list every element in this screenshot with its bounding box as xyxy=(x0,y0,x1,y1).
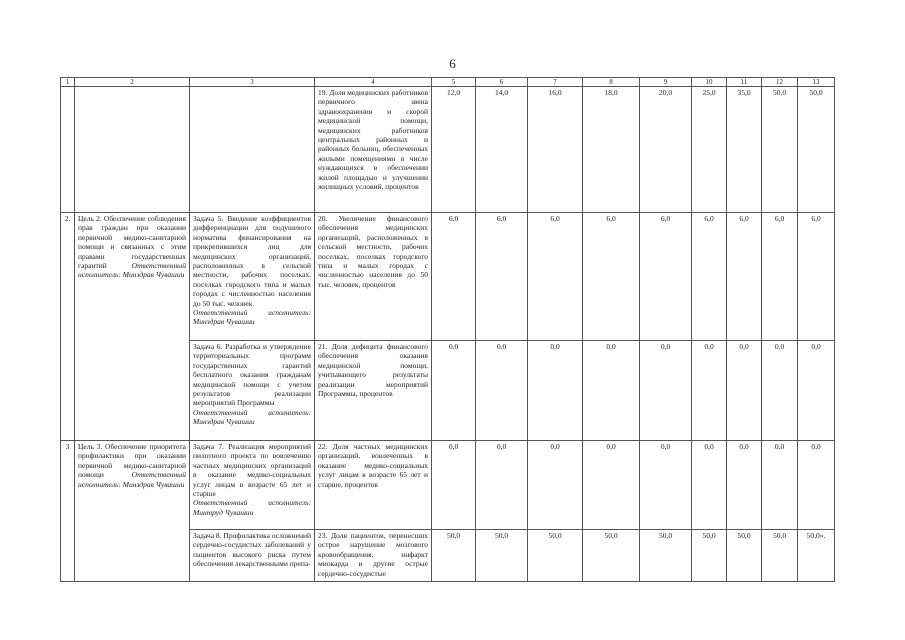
column-number: 12 xyxy=(762,78,798,87)
value-cell: 50,0». xyxy=(798,530,835,582)
task-text: Задача 6. Разработка и утверждение территориальных программ государственных гарантий бесплатного оказания гражданам медицинской помощи с учетом результатов реализации мероприятий Программы xyxy=(193,342,311,408)
value-cell: 0,0 xyxy=(640,441,692,530)
column-number: 7 xyxy=(528,78,583,87)
task-cell xyxy=(190,213,315,341)
value-cell: 6,0 xyxy=(640,213,692,341)
value-cell: 0,0 xyxy=(583,341,640,441)
value-cell: 6,0 xyxy=(727,213,762,341)
column-number: 2 xyxy=(75,78,190,87)
value-cell: 0,0 xyxy=(762,441,798,530)
task-text: Задача 5. Введение коэффициентов дифференциации для подушевого норматива финансирования на прикрепившихся лиц для медицинских организаций, расположенных в сельской местности, рабочих поселках, поселках городского типа и малых городах с численностью населения до 50 тыс. человек xyxy=(193,214,311,308)
row-number: 3 xyxy=(61,441,75,582)
goal-responsible: Ответственный исполнитель: Минздрав Чувашии xyxy=(78,470,186,489)
value-cell: 16,0 xyxy=(528,87,583,213)
row-number: 2. xyxy=(61,213,75,441)
table-row xyxy=(61,213,835,341)
value-cell: 50,0 xyxy=(528,530,583,582)
task-responsible: Ответственный исполнитель: Минтруд Чувашии xyxy=(193,498,311,517)
column-number: 10 xyxy=(692,78,727,87)
value-cell: 6,0 xyxy=(692,213,727,341)
goal-cell xyxy=(75,87,190,213)
column-number: 9 xyxy=(640,78,692,87)
value-cell: 6,0 xyxy=(583,213,640,341)
column-number: 1 xyxy=(61,78,75,87)
value-cell: 0,0 xyxy=(528,441,583,530)
table-row xyxy=(61,87,835,213)
task-responsible: Ответственный исполнитель: Минздрав Чувашии xyxy=(193,308,311,327)
column-number-row xyxy=(61,78,835,87)
value-cell: 6,0 xyxy=(432,213,476,341)
value-cell: 0,0 xyxy=(640,341,692,441)
value-cell: 6,0 xyxy=(762,213,798,341)
goal-cell xyxy=(75,441,190,582)
goal-text: Цель 3. Обеспечение приоритета профилактики при оказании первичной медико-санитарной помощи xyxy=(78,442,186,480)
task-text: Задача 8. Профилактика осложнений сердечно-сосудистых заболеваний у пациентов высокого риска путем обеспечения лекарственными препа- xyxy=(193,531,311,569)
task-cell xyxy=(190,341,315,441)
column-number: 3 xyxy=(190,78,315,87)
value-cell: 50,0 xyxy=(583,530,640,582)
value-cell: 50,0 xyxy=(798,87,835,213)
column-number: 11 xyxy=(727,78,762,87)
value-cell: 0,0 xyxy=(432,341,476,441)
value-cell: 50,0 xyxy=(692,530,727,582)
value-cell: 50,0 xyxy=(762,530,798,582)
value-cell: 6,0 xyxy=(528,213,583,341)
value-cell: 25,0 xyxy=(692,87,727,213)
value-cell: 0,0 xyxy=(583,441,640,530)
indicator-cell: 22. Доля частных медицинских организаций, вовлеченных в оказание медико-социальных услуг лицам в возрасте 65 лет и старше, процентов xyxy=(315,441,432,530)
column-number: 8 xyxy=(583,78,640,87)
goal-text: Цель 2. Обеспечение соблюдения прав граждан при оказании первичной медико-санитарной помощи и связанных с этим правами государственных гарантий xyxy=(78,214,186,271)
indicator-cell: 19. Доля медицинских работников первичного звена здравоохранения и скорой медицинской помощи, медицинских работников центральных районных и районных больниц, обеспеченных жилыми помещениями в числе нуждающихся в обеспечении жилой площадью и улучшении жилищных условий, процентов xyxy=(315,87,432,213)
value-cell: 0,0 xyxy=(727,341,762,441)
value-cell: 20,0 xyxy=(640,87,692,213)
value-cell: 0,0 xyxy=(798,341,835,441)
column-number: 13 xyxy=(798,78,835,87)
page-number: 6 xyxy=(449,56,456,71)
value-cell: 50,0 xyxy=(432,530,476,582)
value-cell: 0,0 xyxy=(762,341,798,441)
value-cell: 0,0 xyxy=(476,441,528,530)
value-cell: 6,0 xyxy=(476,213,528,341)
indicator-cell: 20. Увеличение финансового обеспечения медицинских организаций, расположенных в сельской местности, рабочих поселках, поселках городского типа и малых городах с численностью населения до 50 тыс. человек, процентов xyxy=(315,213,432,341)
task-responsible: Ответственный исполнитель: Минздрав Чувашии xyxy=(193,407,311,427)
value-cell: 50,0 xyxy=(640,530,692,582)
value-cell: 0,0 xyxy=(432,441,476,530)
value-cell: 0,0 xyxy=(476,341,528,441)
task-cell xyxy=(190,441,315,530)
indicator-cell: 23. Доля пациентов, перенесших острое нарушение мозгового кровообращения, инфаркт миокарда и другие острые сердечно-сосудистые xyxy=(315,530,432,582)
value-cell: 50,0 xyxy=(476,530,528,582)
value-cell: 0,0 xyxy=(692,441,727,530)
column-number: 5 xyxy=(432,78,476,87)
value-cell: 50,0 xyxy=(727,530,762,582)
task-cell xyxy=(190,530,315,582)
value-cell: 18,0 xyxy=(583,87,640,213)
value-cell: 50,0 xyxy=(762,87,798,213)
value-cell: 6,0 xyxy=(798,213,835,341)
value-cell: 0,0 xyxy=(727,441,762,530)
value-cell: 0,0 xyxy=(692,341,727,441)
table-row xyxy=(61,441,835,530)
value-cell: 14,0 xyxy=(476,87,528,213)
value-cell: 0,0 xyxy=(528,341,583,441)
task-text: Задача 7. Реализация мероприятий пилотного проекта по вовлечению частных медицинских организаций в оказание медико-социальных услуг лицам в возрасте 65 лет и старше xyxy=(193,442,311,499)
row-number xyxy=(61,87,75,213)
column-number: 4 xyxy=(315,78,432,87)
indicator-table xyxy=(60,77,835,582)
value-cell: 35,0 xyxy=(727,87,762,213)
task-cell xyxy=(190,87,315,213)
goal-cell xyxy=(75,213,190,441)
goal-responsible: Ответственный исполнитель: Минздрав Чувашии xyxy=(78,261,186,280)
value-cell: 0,0 xyxy=(798,441,835,530)
value-cell: 12,0 xyxy=(432,87,476,213)
indicator-cell: 21. Доля дефицита финансового обеспечения оказания медицинской помощи, учитывающего результаты реализации мероприятий Программы, процентов xyxy=(315,341,432,441)
column-number: 6 xyxy=(476,78,528,87)
